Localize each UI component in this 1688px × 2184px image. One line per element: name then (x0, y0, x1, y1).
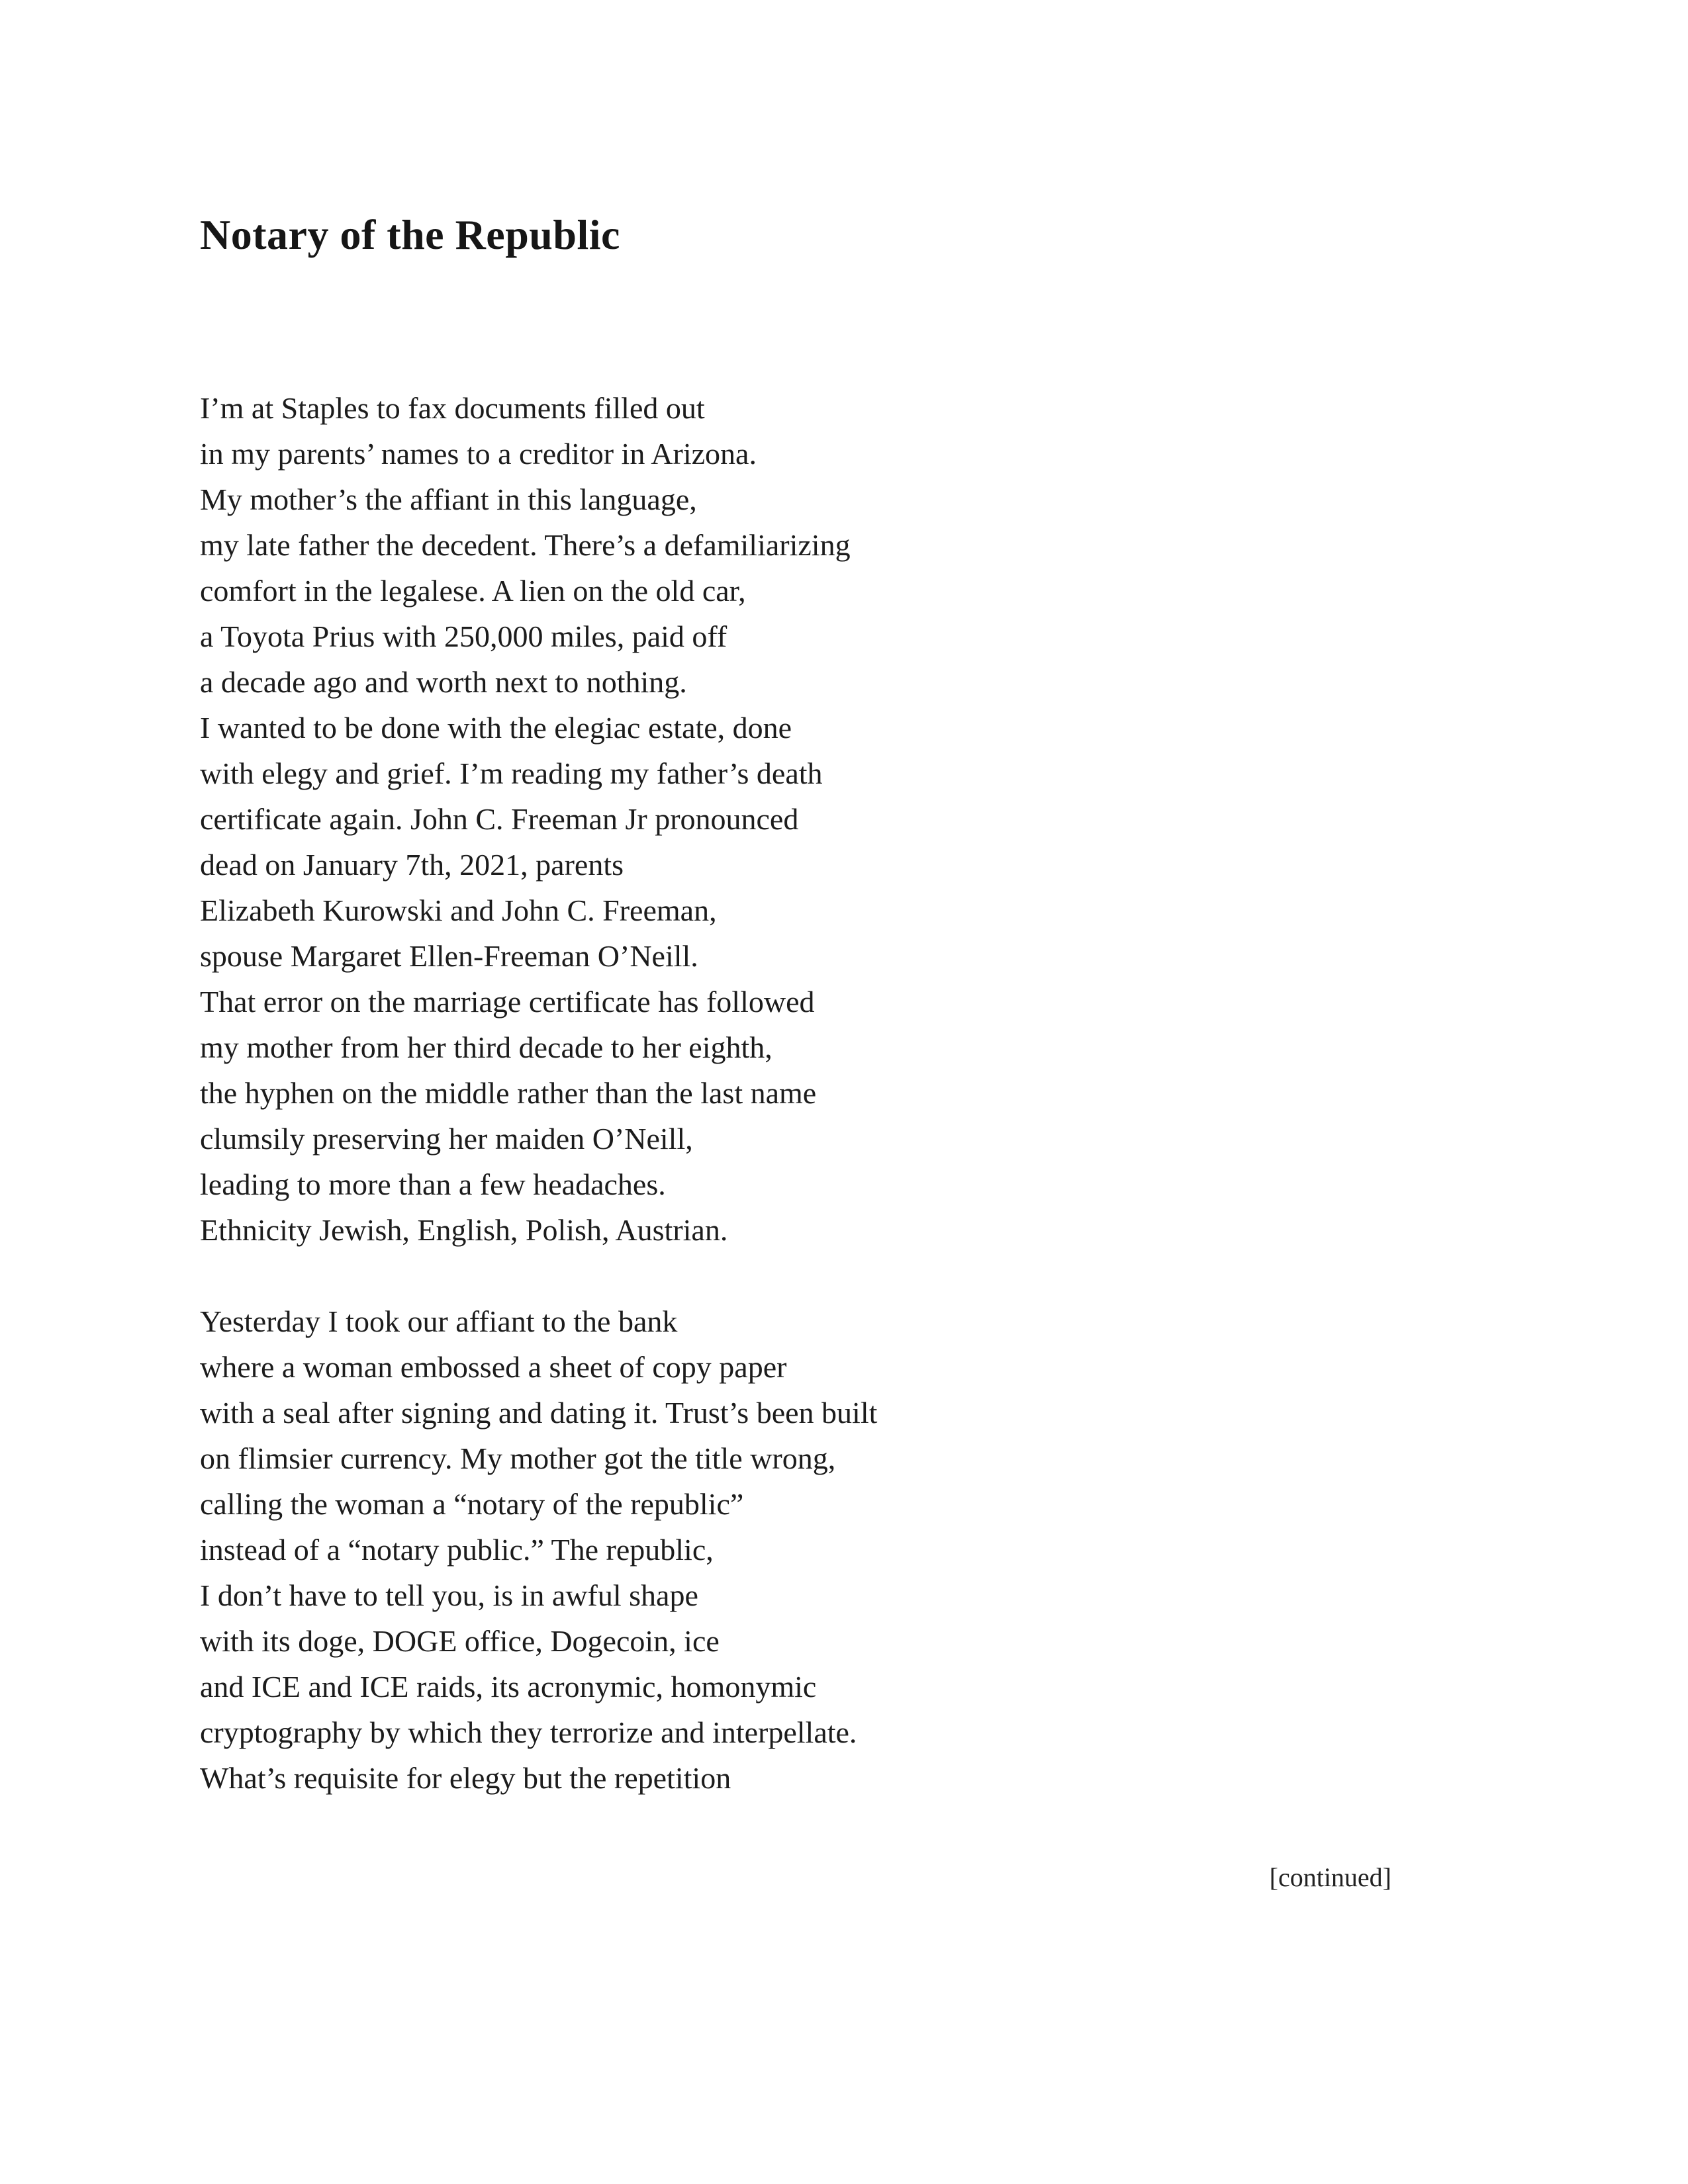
poem-line: That error on the marriage certificate has followed (200, 985, 815, 1019)
poem-line: with its doge, DOGE office, Dogecoin, ice (200, 1624, 720, 1658)
poem-line: clumsily preserving her maiden O’Neill, (200, 1122, 693, 1156)
poem-line: certificate again. John C. Freeman Jr pronounced (200, 802, 799, 836)
poem-line: and ICE and ICE raids, its acronymic, homonymic (200, 1670, 817, 1704)
poem-line: where a woman embossed a sheet of copy paper (200, 1350, 787, 1384)
poem-line: instead of a “notary public.” The republic, (200, 1533, 714, 1567)
poem-stanza-1 (200, 385, 1391, 1253)
poem-line: dead on January 7th, 2021, parents (200, 848, 624, 882)
poem-content (200, 210, 1391, 1893)
poem-line: What’s requisite for elegy but the repetition (200, 1761, 731, 1795)
poem-stanza-2 (200, 1298, 1391, 1801)
continued-label: [continued] (1269, 1862, 1391, 1892)
poem-line: with a seal after signing and dating it. Trust’s been built (200, 1396, 878, 1430)
poem-line: comfort in the legalese. A lien on the old car, (200, 574, 746, 608)
poem-line: spouse Margaret Ellen-Freeman O’Neill. (200, 939, 698, 973)
poem-line: Yesterday I took our affiant to the bank (200, 1304, 678, 1338)
poem-line: I don’t have to tell you, is in awful shape (200, 1578, 698, 1612)
poem-line: Elizabeth Kurowski and John C. Freeman, (200, 893, 717, 927)
poem-line: a Toyota Prius with 250,000 miles, paid off (200, 619, 727, 653)
poem-line: in my parents’ names to a creditor in Arizona. (200, 437, 757, 471)
poem-line: cryptography by which they terrorize and interpellate. (200, 1715, 857, 1749)
poem-title: Notary of the Republic (200, 211, 620, 258)
poem-line: I wanted to be done with the elegiac estate, done (200, 711, 792, 745)
poem-line: on flimsier currency. My mother got the title wrong, (200, 1441, 836, 1475)
poem-line: with elegy and grief. I’m reading my father’s death (200, 756, 823, 790)
poem-line: Ethnicity Jewish, English, Polish, Austrian. (200, 1213, 728, 1247)
poem-line: leading to more than a few headaches. (200, 1167, 666, 1201)
poem-line: my mother from her third decade to her eighth, (200, 1030, 773, 1064)
poem-line: the hyphen on the middle rather than the last name (200, 1076, 817, 1110)
poem-line: my late father the decedent. There’s a defamiliarizing (200, 528, 851, 562)
poem-line: a decade ago and worth next to nothing. (200, 665, 687, 699)
poem-line: My mother’s the affiant in this language, (200, 482, 697, 516)
poem-line: I’m at Staples to fax documents filled out (200, 391, 705, 425)
poem-line: calling the woman a “notary of the republic” (200, 1487, 744, 1521)
